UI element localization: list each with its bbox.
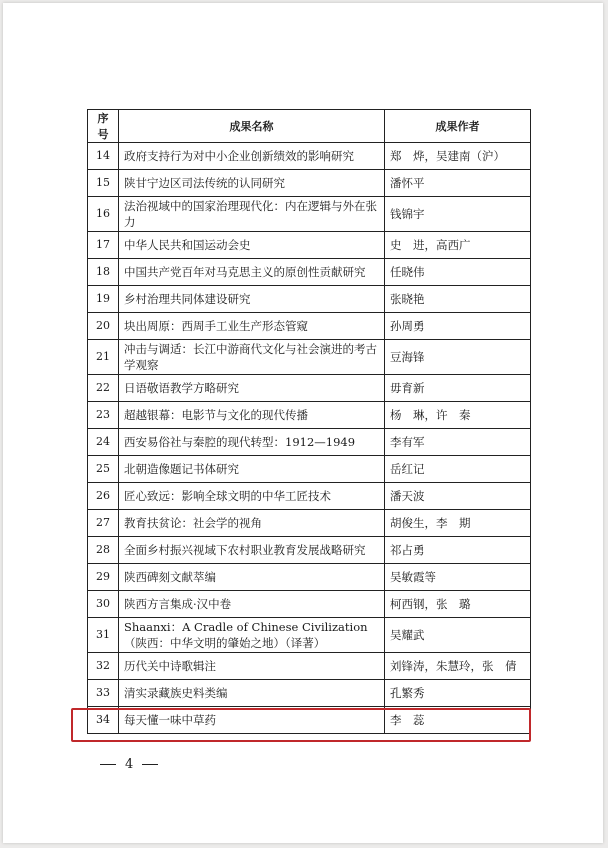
- table-row: [88, 286, 531, 313]
- row-number: 30: [88, 591, 119, 618]
- row-title: 历代关中诗歌辑注: [119, 653, 385, 680]
- row-author: 潘天波: [385, 483, 531, 510]
- row-author: 任晓伟: [385, 259, 531, 286]
- row-author: 吴耀武: [385, 618, 531, 653]
- row-title: 陕西碑刻文献萃编: [119, 564, 385, 591]
- table-row: [88, 591, 531, 618]
- row-number: 32: [88, 653, 119, 680]
- row-title: 政府支持行为对中小企业创新绩效的影响研究: [119, 143, 385, 170]
- table-row: [88, 680, 531, 707]
- row-author: 胡俊生，李 期: [385, 510, 531, 537]
- row-author: 刘锋涛，朱慧玲，张 倩: [385, 653, 531, 680]
- row-number: 31: [88, 618, 119, 653]
- table-row: [88, 537, 531, 564]
- row-author: 孙周勇: [385, 313, 531, 340]
- header-title: 成果名称: [119, 110, 385, 143]
- row-number: 34: [88, 707, 119, 734]
- page-footer: [100, 757, 158, 772]
- table-row: [88, 618, 531, 653]
- row-number: 29: [88, 564, 119, 591]
- row-author: 史 进，高西广: [385, 232, 531, 259]
- row-author: 张晓艳: [385, 286, 531, 313]
- row-number: 19: [88, 286, 119, 313]
- table-row: [88, 653, 531, 680]
- table-row: [88, 170, 531, 197]
- footer-dash-left: [100, 764, 116, 765]
- row-number: 24: [88, 429, 119, 456]
- table-row: [88, 197, 531, 232]
- row-number: 17: [88, 232, 119, 259]
- row-number: 14: [88, 143, 119, 170]
- row-title: 法治视域中的国家治理现代化：内在逻辑与外在张力: [119, 197, 385, 232]
- row-number: 18: [88, 259, 119, 286]
- row-number: 15: [88, 170, 119, 197]
- row-title: 中华人民共和国运动会史: [119, 232, 385, 259]
- row-author: 杨 琳，许 秦: [385, 402, 531, 429]
- header-number: 序号: [88, 110, 119, 143]
- table-row: [88, 429, 531, 456]
- row-author: 毋育新: [385, 375, 531, 402]
- table-row: [88, 313, 531, 340]
- table-row: [88, 564, 531, 591]
- header-author: 成果作者: [385, 110, 531, 143]
- row-author: 祁占勇: [385, 537, 531, 564]
- row-title: Shaanxi：A Cradle of Chinese Civilization（陕西：中华文明的肇始之地）（译著）: [119, 618, 385, 653]
- row-number: 23: [88, 402, 119, 429]
- results-table: [87, 109, 531, 734]
- row-number: 20: [88, 313, 119, 340]
- row-number: 22: [88, 375, 119, 402]
- row-number: 21: [88, 340, 119, 375]
- table-row: [88, 232, 531, 259]
- table-row: [88, 456, 531, 483]
- row-author: 吴敏霞等: [385, 564, 531, 591]
- row-number: 25: [88, 456, 119, 483]
- row-author: 柯西钢，张 璐: [385, 591, 531, 618]
- row-title: 冲击与调适：长江中游商代文化与社会演进的考古学观察: [119, 340, 385, 375]
- row-author: 李有军: [385, 429, 531, 456]
- table-row: [88, 340, 531, 375]
- row-title: 北朝造像题记书体研究: [119, 456, 385, 483]
- row-number: 28: [88, 537, 119, 564]
- row-title: 超越银幕：电影节与文化的现代传播: [119, 402, 385, 429]
- row-title: 乡村治理共同体建设研究: [119, 286, 385, 313]
- table-row: [88, 402, 531, 429]
- table-row: [88, 483, 531, 510]
- row-author: 李 蕊: [385, 707, 531, 734]
- footer-dash-right: [142, 764, 158, 765]
- row-title: 块出周原：西周手工业生产形态管窥: [119, 313, 385, 340]
- table-row: [88, 510, 531, 537]
- row-title: 清实录藏族史料类编: [119, 680, 385, 707]
- row-title: 全面乡村振兴视域下农村职业教育发展战略研究: [119, 537, 385, 564]
- row-author: 孔繁秀: [385, 680, 531, 707]
- row-author: 潘怀平: [385, 170, 531, 197]
- row-title: 教育扶贫论：社会学的视角: [119, 510, 385, 537]
- table-row: [88, 707, 531, 734]
- row-author: 钱锦宇: [385, 197, 531, 232]
- row-title: 陕西方言集成·汉中卷: [119, 591, 385, 618]
- row-title: 中国共产党百年对马克思主义的原创性贡献研究: [119, 259, 385, 286]
- page-number: 4: [125, 757, 134, 772]
- row-title: 西安易俗社与秦腔的现代转型：1912—1949: [119, 429, 385, 456]
- row-number: 16: [88, 197, 119, 232]
- row-author: 岳红记: [385, 456, 531, 483]
- table-row: [88, 375, 531, 402]
- row-title: 陕甘宁边区司法传统的认同研究: [119, 170, 385, 197]
- row-number: 27: [88, 510, 119, 537]
- row-number: 26: [88, 483, 119, 510]
- row-number: 33: [88, 680, 119, 707]
- row-author: 豆海锋: [385, 340, 531, 375]
- table-header-row: [88, 110, 531, 143]
- document-page: [3, 3, 603, 843]
- table-row: [88, 143, 531, 170]
- table-row: [88, 259, 531, 286]
- row-title: 日语敬语教学方略研究: [119, 375, 385, 402]
- row-title: 匠心致远：影响全球文明的中华工匠技术: [119, 483, 385, 510]
- row-title: 每天懂一味中草药: [119, 707, 385, 734]
- row-author: 郑 烨，吴建南（沪）: [385, 143, 531, 170]
